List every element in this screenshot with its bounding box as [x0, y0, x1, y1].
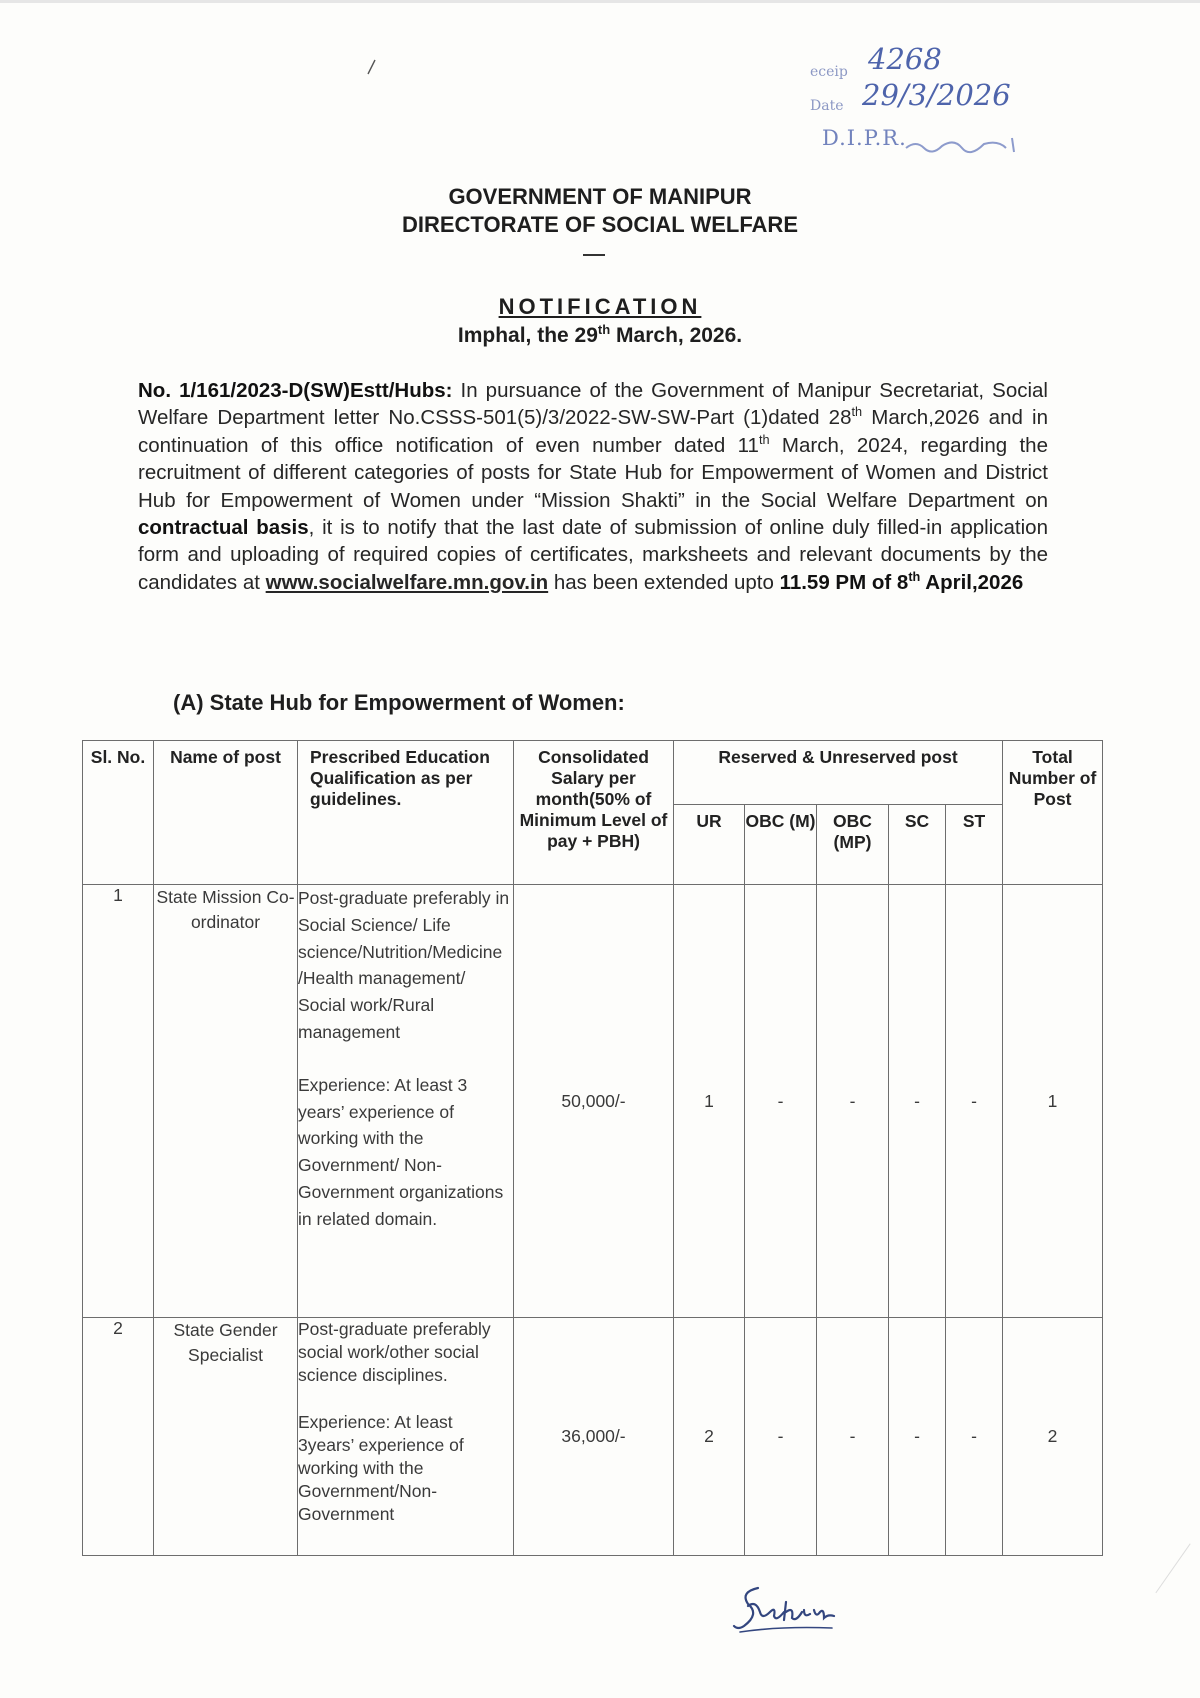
row-2-sc: -: [889, 1318, 946, 1556]
body-part-1: In pursuance of the Government of Manipur Secretariat, Social Welfare Department letter No.CSSS-501(5)/3/2022-SW-SW-Part (1)dated 28: [138, 379, 1048, 430]
posts-table: [82, 740, 1103, 1556]
signature: [730, 1582, 840, 1638]
row-2-experience: Experience: At least 3years’ experience of working with the Government/Non-Government: [298, 1412, 464, 1524]
section-a-title: (A) State Hub for Empowerment of Women:: [173, 690, 625, 715]
receipt-stamp: [810, 42, 1070, 152]
header-obc-mp: OBC (MP): [817, 805, 889, 885]
notification-title: NOTIFICATION: [498, 294, 702, 319]
body-part-3: March, 2024, regarding the recruitment of different categories of posts for State Hub for Empowerment of Women and District Hub for Empowerment of Women under “Mission Shakti” in the Social Welfare Department on: [138, 433, 1048, 512]
row-1-sc: -: [889, 885, 946, 1318]
row-2-gap: [298, 1387, 513, 1411]
stray-mark: [365, 58, 379, 76]
notification-number: No. 1/161/2023-D(SW)Estt/Hubs:: [138, 379, 453, 402]
office-label: D.I.P.R.: [822, 126, 907, 150]
header-total: Total Number of Post: [1003, 741, 1103, 885]
table-row: [83, 885, 1103, 1318]
header-salary: Consolidated Salary per month(50% of Minimum Level of pay + PBH): [514, 741, 674, 885]
deadline-sup: th: [908, 569, 921, 585]
row-2-obc-mp: -: [817, 1318, 889, 1556]
scan-scuff: [1155, 1543, 1195, 1596]
initials-scribble: [902, 134, 1022, 156]
receipt-date: 29/3/2026: [862, 78, 1011, 112]
row-1-name: State Mission Co-ordinator: [154, 885, 298, 1318]
header-ur: UR: [674, 805, 745, 885]
receipt-label: eceip: [810, 64, 848, 80]
body-sup-1: th: [851, 404, 863, 420]
row-2-total: 2: [1003, 1318, 1103, 1556]
row-2-st: -: [946, 1318, 1003, 1556]
deadline-part-b: April,2026: [920, 570, 1024, 594]
header-reserved-group: Reserved & Unreserved post: [674, 741, 1003, 805]
place-date-prefix: Imphal, the 29: [457, 324, 598, 347]
place-date-line: [0, 324, 1200, 348]
row-1-obc-m: -: [745, 885, 817, 1318]
date-label: Date: [810, 98, 844, 114]
row-2-salary: 36,000/-: [514, 1318, 674, 1556]
row-1-sl: 1: [83, 885, 154, 1318]
row-1-st: -: [946, 885, 1003, 1318]
header-row-1: [83, 741, 1103, 805]
scan-edge: [0, 0, 1200, 3]
deadline-part-a: 11.59 PM of 8: [779, 570, 909, 594]
receipt-number: 4268: [868, 42, 942, 76]
row-2-name: State Gender Specialist: [154, 1318, 298, 1556]
website-link[interactable]: www.socialwelfare.mn.gov.in: [265, 570, 549, 594]
heading-separator: [583, 254, 605, 256]
row-2-qualification-cell: [298, 1318, 514, 1556]
place-date-suffix: March, 2026.: [610, 324, 743, 347]
row-1-ur: 1: [674, 885, 745, 1318]
body-sup-2: th: [758, 431, 770, 447]
body-part-4: , it is to notify that the last date of submission of online duly filled-in application form and uploading of required copies of certificates, marksheets and relevant documents by the candidates at: [138, 516, 1048, 594]
header-obc-m: OBC (M): [745, 805, 817, 885]
notification-body: [138, 377, 1048, 596]
header-st: ST: [946, 805, 1003, 885]
row-2-qualification: Post-graduate preferably social work/other social science disciplines.: [298, 1319, 491, 1385]
body-part-2: March,2026 and in continuation of this office notification of even number dated 11: [138, 406, 1048, 457]
row-1-total: 1: [1003, 885, 1103, 1318]
row-2-obc-m: -: [745, 1318, 817, 1556]
row-1-experience: Experience: At least 3 years’ experience of working with the Government/ Non-Government organizations in related domain.: [298, 1074, 504, 1229]
table-row: [83, 1318, 1103, 1556]
body-part-5: has been extended upto: [548, 570, 780, 594]
contractual-basis: contractual basis: [138, 516, 309, 540]
row-1-qualification: Post-graduate preferably in Social Science/ Life science/Nutrition/Medicine /Health management/ Social work/Rural management: [298, 888, 510, 1042]
government-heading: GOVERNMENT OF MANIPUR: [448, 184, 752, 209]
header-name-of-post: Name of post: [154, 741, 298, 885]
directorate-heading: DIRECTORATE OF SOCIAL WELFARE: [401, 212, 798, 237]
place-date-sup: th: [597, 322, 611, 337]
header-sc: SC: [889, 805, 946, 885]
row-1-salary: 50,000/-: [514, 885, 674, 1318]
header-qualification: Prescribed Education Qualification as per guidelines.: [298, 741, 514, 885]
header-sl-no: Sl. No.: [83, 741, 154, 885]
row-2-ur: 2: [674, 1318, 745, 1556]
row-1-obc-mp: -: [817, 885, 889, 1318]
row-1-gap: [298, 1046, 513, 1072]
row-1-qualification-cell: [298, 885, 514, 1318]
row-2-sl: 2: [83, 1318, 154, 1556]
deadline: [780, 571, 1024, 594]
